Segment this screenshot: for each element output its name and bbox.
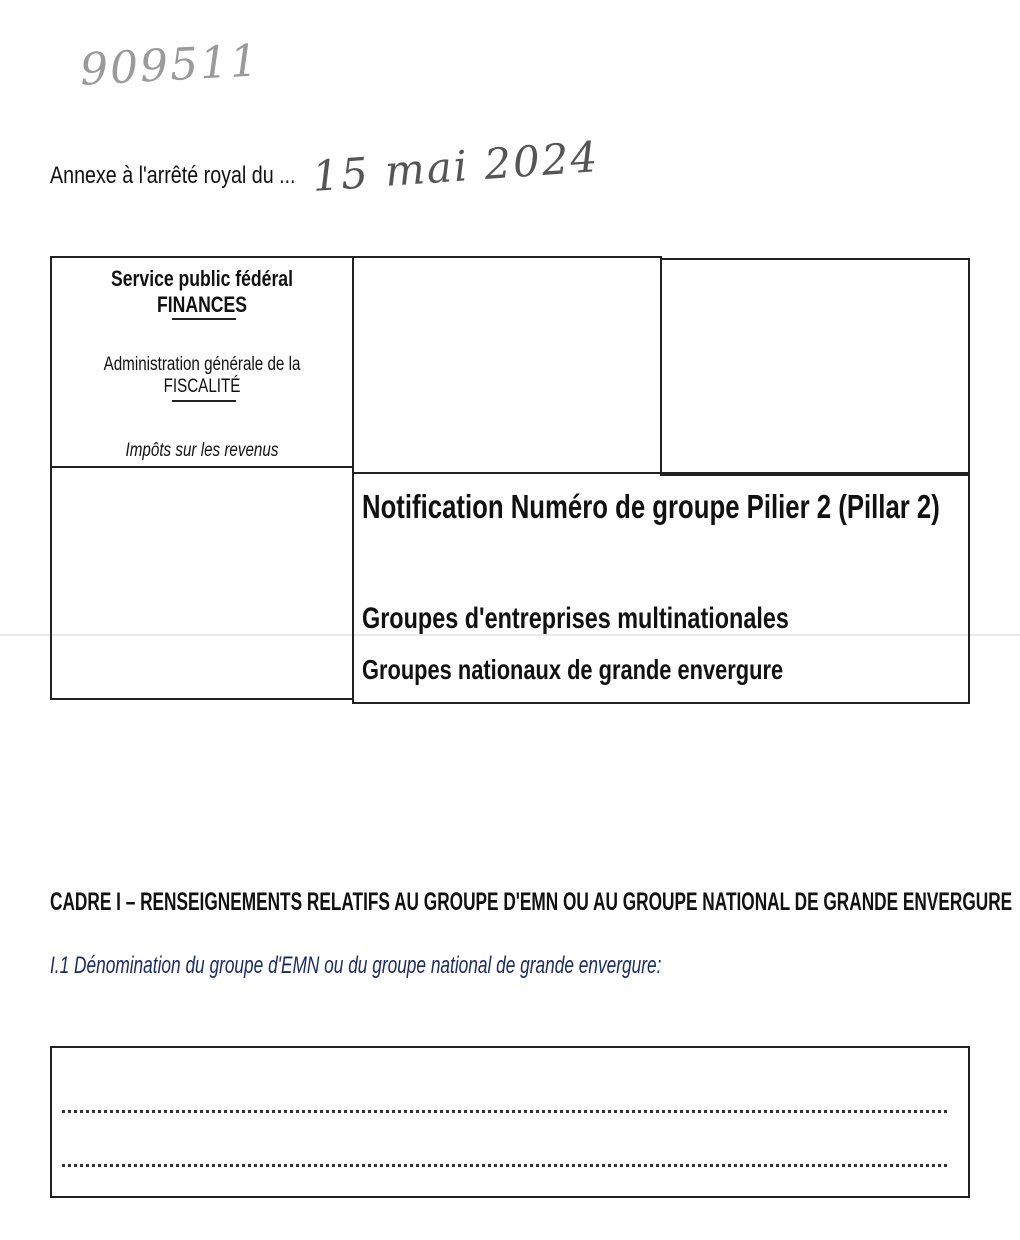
handwritten-reference-number: 909511 xyxy=(78,35,262,96)
administration-cell xyxy=(50,256,354,468)
field-label-group-name: I.1 Dénomination du groupe d'EMN ou du groupe national de grande envergure: xyxy=(50,952,662,979)
form-title: Notification Numéro de groupe Pilier 2 (Pillar 2) xyxy=(362,488,940,525)
annexe-prefix: Annexe à l'arrêté royal du ... xyxy=(50,162,296,189)
section-heading: CADRE I – RENSEIGNEMENTS RELATIFS AU GROUPE D'EMN OU AU GROUPE NATIONAL DE GRANDE ENVERGURE xyxy=(50,888,1013,916)
separator-line xyxy=(172,318,236,320)
administration-name: Administration générale de la FISCALITÉ xyxy=(103,354,301,397)
dotted-answer-line[interactable] xyxy=(62,1164,947,1167)
separator-line xyxy=(172,400,236,402)
dotted-answer-line[interactable] xyxy=(62,1110,947,1113)
tax-type: Impôts sur les revenus xyxy=(125,440,279,461)
blank-cell xyxy=(660,258,970,476)
service-name: Service public fédéral FINANCES xyxy=(111,266,293,317)
form-subtitle-multinational: Groupes d'entreprises multinationales xyxy=(362,602,789,635)
blank-cell xyxy=(50,466,354,700)
form-title-cell xyxy=(352,472,970,704)
group-name-answer-box[interactable] xyxy=(50,1046,970,1198)
form-subtitle-national: Groupes nationaux de grande envergure xyxy=(362,654,784,685)
header-table xyxy=(50,256,970,702)
blank-cell xyxy=(352,256,662,474)
handwritten-date: 15 mai 2024 xyxy=(310,132,601,201)
